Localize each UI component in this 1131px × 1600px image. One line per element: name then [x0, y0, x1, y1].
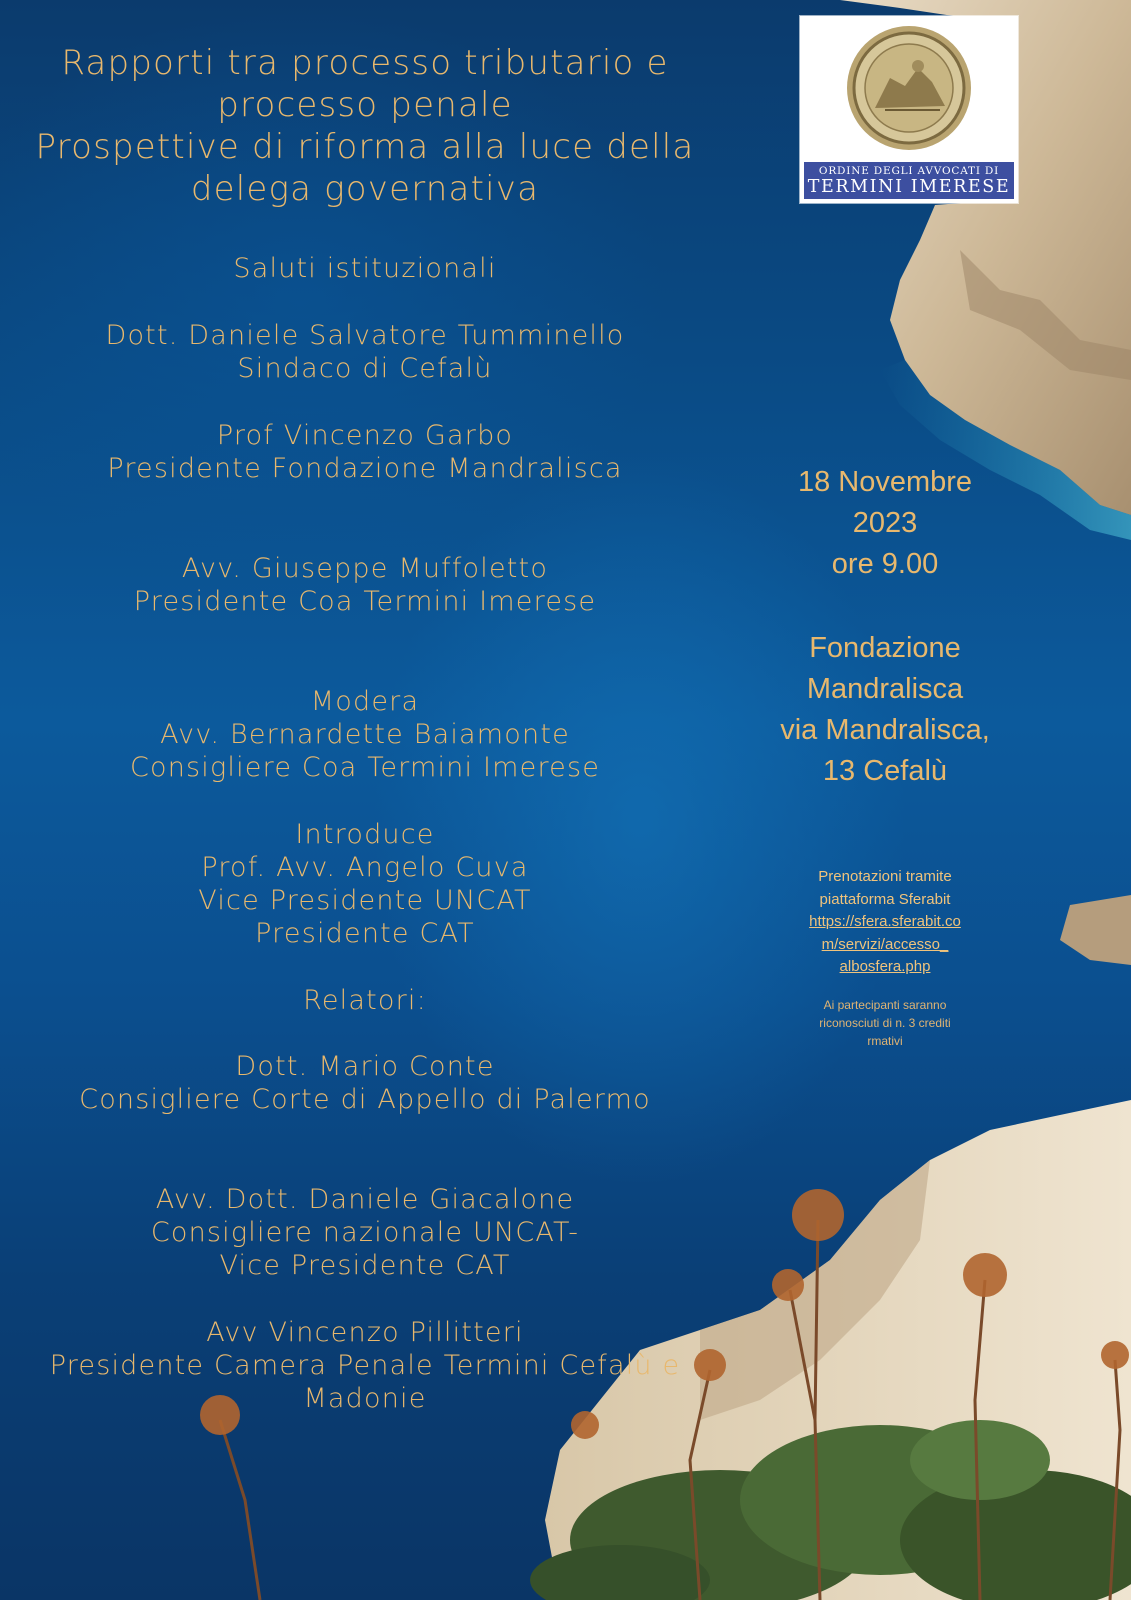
- intro-block: [0, 818, 730, 950]
- speaker-name: Prof. Avv. Angelo Cuva: [201, 852, 529, 883]
- venue-line: 13 Cefalù: [822, 755, 948, 787]
- speaker-role: Vice Presidente UNCAT: [198, 885, 532, 916]
- title-line: Rapporti tra processo tributario e: [61, 43, 669, 83]
- section-label: Modera: [310, 686, 420, 717]
- speaker-name: Avv. Dott. Daniele Giacalone: [155, 1184, 575, 1215]
- speaker-role: Consigliere nazionale UNCAT-: [150, 1217, 580, 1248]
- speaker-name: Avv. Giuseppe Muffoletto: [181, 553, 549, 584]
- booking-info: [760, 866, 1010, 979]
- booking-link[interactable]: albosfera.php: [839, 958, 931, 975]
- speaker-role: Presidente Fondazione Mandralisca: [107, 453, 623, 484]
- speaker-block: [0, 319, 730, 385]
- time-line: ore 9.00: [831, 548, 939, 580]
- relatore-block: [0, 1183, 730, 1282]
- speaker-block: [0, 552, 730, 618]
- logo-band: [804, 162, 1014, 199]
- date-line: 18 Novembre: [797, 466, 973, 498]
- venue-line: via Mandralisca,: [780, 714, 990, 746]
- credits-info: [760, 996, 1010, 1050]
- relatore-block: [0, 1316, 730, 1415]
- seal-icon: [800, 16, 1018, 162]
- title-line: processo penale: [217, 85, 513, 125]
- speaker-role: Consigliere Coa Termini Imerese: [129, 752, 601, 783]
- date-line: 2023: [852, 507, 918, 539]
- booking-link[interactable]: https://sfera.sferabit.co: [809, 913, 961, 930]
- speaker-role: Presidente Coa Termini Imerese: [133, 586, 597, 617]
- bar-association-logo: [800, 16, 1018, 203]
- speaker-role: Sindaco di Cefalù: [237, 353, 493, 384]
- title-line: Prospettive di riforma alla luce della: [35, 127, 695, 167]
- venue-line: Mandralisca: [806, 673, 964, 705]
- speaker-name: Dott. Daniele Salvatore Tumminello: [105, 320, 625, 351]
- rock-right-middle: [1060, 895, 1131, 965]
- section-label: Introduce: [295, 819, 435, 850]
- event-venue: [760, 628, 1010, 792]
- speaker-name: Avv. Bernardette Baiamonte: [160, 719, 570, 750]
- speaker-role: Consigliere Corte di Appello di Palermo: [79, 1084, 651, 1115]
- booking-line: piattaforma Sferabit: [819, 890, 951, 908]
- booking-line: Prenotazioni tramite: [818, 868, 952, 885]
- venue-line: Fondazione: [809, 632, 961, 664]
- saluti-heading: [0, 252, 730, 285]
- speaker-block: [0, 419, 730, 485]
- moderator-block: [0, 685, 730, 784]
- speaker-name: Avv Vincenzo Pillitteri: [206, 1317, 524, 1348]
- booking-link[interactable]: m/servizi/accesso_: [821, 935, 949, 953]
- credits-line: riconosciuti di n. 3 crediti: [819, 1016, 951, 1030]
- saluti-label: Saluti istituzionali: [233, 253, 497, 284]
- relatori-heading: [0, 984, 730, 1017]
- event-title: [0, 42, 730, 210]
- logo-text-line1: ORDINE DEGLI AVVOCATI DI: [818, 165, 1000, 177]
- title-line: delega governativa: [190, 169, 540, 209]
- credits-line: Ai partecipanti saranno: [823, 998, 947, 1012]
- relatore-block: [0, 1050, 730, 1116]
- section-label: Relatori:: [303, 985, 427, 1016]
- logo-text-line2: TERMINI IMERESE: [807, 177, 1011, 197]
- credits-line: rmativi: [867, 1034, 903, 1048]
- speaker-name: Prof Vincenzo Garbo: [216, 420, 514, 451]
- speaker-role: Presidente Camera Penale Termini Cefalù e: [49, 1350, 681, 1381]
- event-date: [760, 462, 1010, 585]
- speaker-name: Dott. Mario Conte: [235, 1051, 495, 1082]
- speaker-role: Vice Presidente CAT: [219, 1250, 511, 1281]
- speaker-role: Presidente CAT: [255, 918, 475, 949]
- speaker-role: Madonie: [303, 1383, 427, 1414]
